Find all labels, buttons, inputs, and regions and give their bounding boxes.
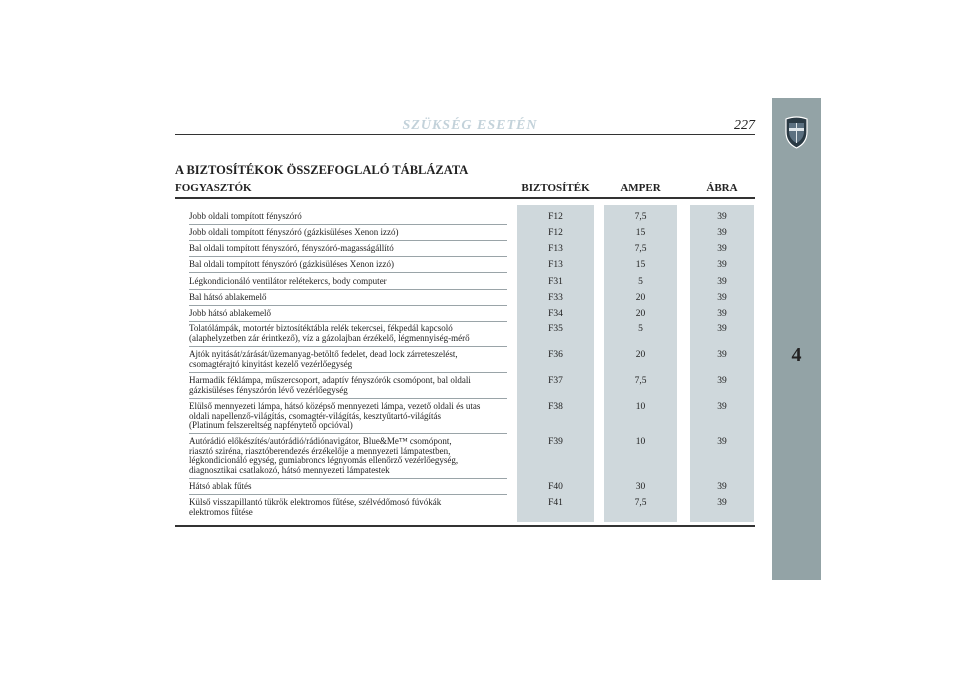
row-figure-value: 39 (717, 228, 727, 238)
row-divider (189, 478, 507, 479)
row-fuse-value: F37 (548, 376, 563, 386)
row-divider (189, 433, 507, 434)
row-consumer-text: Elülső mennyezeti lámpa, hátsó középső mennyezeti lámpa, vezető oldali és utas oldali napellenző-világítás, csomagtér-világítás, kesztyűtartó-világítás (Platinum felszereltség napfénytető opcióval) (189, 401, 481, 431)
chapter-side-tab (772, 98, 821, 580)
row-consumer-text: Jobb oldali tompított fényszóró (gázkisüléses Xenon izzó) (189, 227, 399, 237)
row-amper-value: 7,5 (634, 376, 647, 386)
row-figure-value: 39 (717, 482, 727, 492)
row-amper-value: 5 (638, 324, 643, 334)
row-divider (189, 305, 507, 306)
row-divider (189, 224, 507, 225)
row-fuse-value: F36 (548, 350, 563, 360)
row-fuse-value: F33 (548, 293, 563, 303)
row-fuse-value: F34 (548, 309, 563, 319)
row-figure-value: 39 (717, 402, 727, 412)
row-figure-value: 39 (717, 498, 727, 508)
chapter-number: 4 (791, 344, 802, 366)
row-consumer-text: Harmadik féklámpa, műszercsoport, adaptív fényszórók csomópont, bal oldali gázkisüléses fényszórón lévő vezérlőegység (189, 375, 471, 395)
row-amper-value: 20 (635, 350, 646, 360)
row-amper-value: 30 (635, 482, 646, 492)
header-divider (175, 134, 755, 135)
row-figure-value: 39 (717, 324, 727, 334)
row-fuse-value: F13 (548, 244, 563, 254)
row-figure-value: 39 (717, 309, 727, 319)
row-amper-value: 10 (635, 437, 646, 447)
page-number: 227 (734, 118, 755, 133)
row-consumer-text: Jobb hátsó ablakemelő (189, 308, 271, 318)
row-fuse-value: F39 (548, 437, 563, 447)
row-fuse-value: F31 (548, 277, 563, 287)
row-divider (189, 372, 507, 373)
row-fuse-value: F35 (548, 324, 563, 334)
column-header-fuse: BIZTOSÍTÉK (521, 182, 590, 194)
row-amper-value: 15 (635, 228, 646, 238)
row-figure-value: 39 (717, 212, 727, 222)
row-fuse-value: F41 (548, 498, 563, 508)
row-consumer-text: Bal oldali tompított fényszóró (gázkisüléses Xenon izzó) (189, 259, 394, 269)
table-title: A BIZTOSÍTÉKOK ÖSSZEFOGLALÓ TÁBLÁZATA (175, 163, 469, 177)
row-divider (189, 240, 507, 241)
row-divider (189, 398, 507, 399)
row-consumer-text: Bal oldali tompított fényszóró, fényszóró-magasságállító (189, 243, 394, 253)
row-figure-value: 39 (717, 260, 727, 270)
row-divider (189, 346, 507, 347)
row-fuse-value: F13 (548, 260, 563, 270)
column-header-figure: ÁBRA (706, 182, 738, 194)
row-amper-value: 15 (635, 260, 646, 270)
row-consumer-text: Tolatólámpák, motortér biztosítéktábla relék tekercsei, fékpedál kapcsoló (alaphelyzetben zár érintkező), víz a gázolajban érzékelő, légmennyiség-mérő (189, 323, 470, 343)
row-figure-value: 39 (717, 350, 727, 360)
row-figure-value: 39 (717, 293, 727, 303)
row-fuse-value: F12 (548, 228, 563, 238)
row-figure-value: 39 (717, 376, 727, 386)
lancia-shield-icon (783, 116, 810, 149)
running-section-title: SZÜKSÉG ESETÉN (402, 118, 538, 133)
row-divider (189, 256, 507, 257)
row-amper-value: 10 (635, 402, 646, 412)
row-fuse-value: F40 (548, 482, 563, 492)
table-header-divider (175, 197, 755, 199)
row-figure-value: 39 (717, 437, 727, 447)
row-divider (189, 321, 507, 322)
row-consumer-text: Jobb oldali tompított fényszóró (189, 211, 302, 221)
row-figure-value: 39 (717, 244, 727, 254)
row-amper-value: 5 (638, 277, 643, 287)
column-header-consumers: FOGYASZTÓK (175, 182, 252, 194)
row-amper-value: 20 (635, 309, 646, 319)
row-fuse-value: F12 (548, 212, 563, 222)
row-divider (189, 289, 507, 290)
row-consumer-text: Külső visszapillantó tükrök elektromos fűtése, szélvédőmosó fúvókák elektromos fűtése (189, 497, 442, 517)
table-bottom-divider (175, 525, 755, 527)
row-divider (189, 272, 507, 273)
row-consumer-text: Ajtók nyitását/zárását/üzemanyag-betöltő fedelet, dead lock zárreteszelést, csomagtérajtó kinyitást kezelő vezérlőegység (189, 349, 458, 369)
column-header-amper: AMPER (620, 182, 661, 194)
row-amper-value: 7,5 (634, 498, 647, 508)
row-consumer-text: Autórádió előkészítés/autórádió/rádiónavigátor, Blue&Me™ csomópont, riasztó sziréna, riasztóberendezés érzékelője a mennyezeti lámpatestben, légkondicionáló egység, gumiabroncs légnyomás ellenőrző vezérlőegység, diagnosztikai csatlakozó, hátsó mennyezeti lámpatestek (189, 436, 459, 475)
row-figure-value: 39 (717, 277, 727, 287)
row-consumer-text: Hátsó ablak fűtés (189, 481, 252, 491)
row-amper-value: 7,5 (634, 244, 647, 254)
row-amper-value: 7,5 (634, 212, 647, 222)
row-consumer-text: Bal hátsó ablakemelő (189, 292, 267, 302)
row-amper-value: 20 (635, 293, 646, 303)
row-divider (189, 494, 507, 495)
row-fuse-value: F38 (548, 402, 563, 412)
row-consumer-text: Légkondicionáló ventilátor relétekercs, body computer (189, 276, 387, 286)
